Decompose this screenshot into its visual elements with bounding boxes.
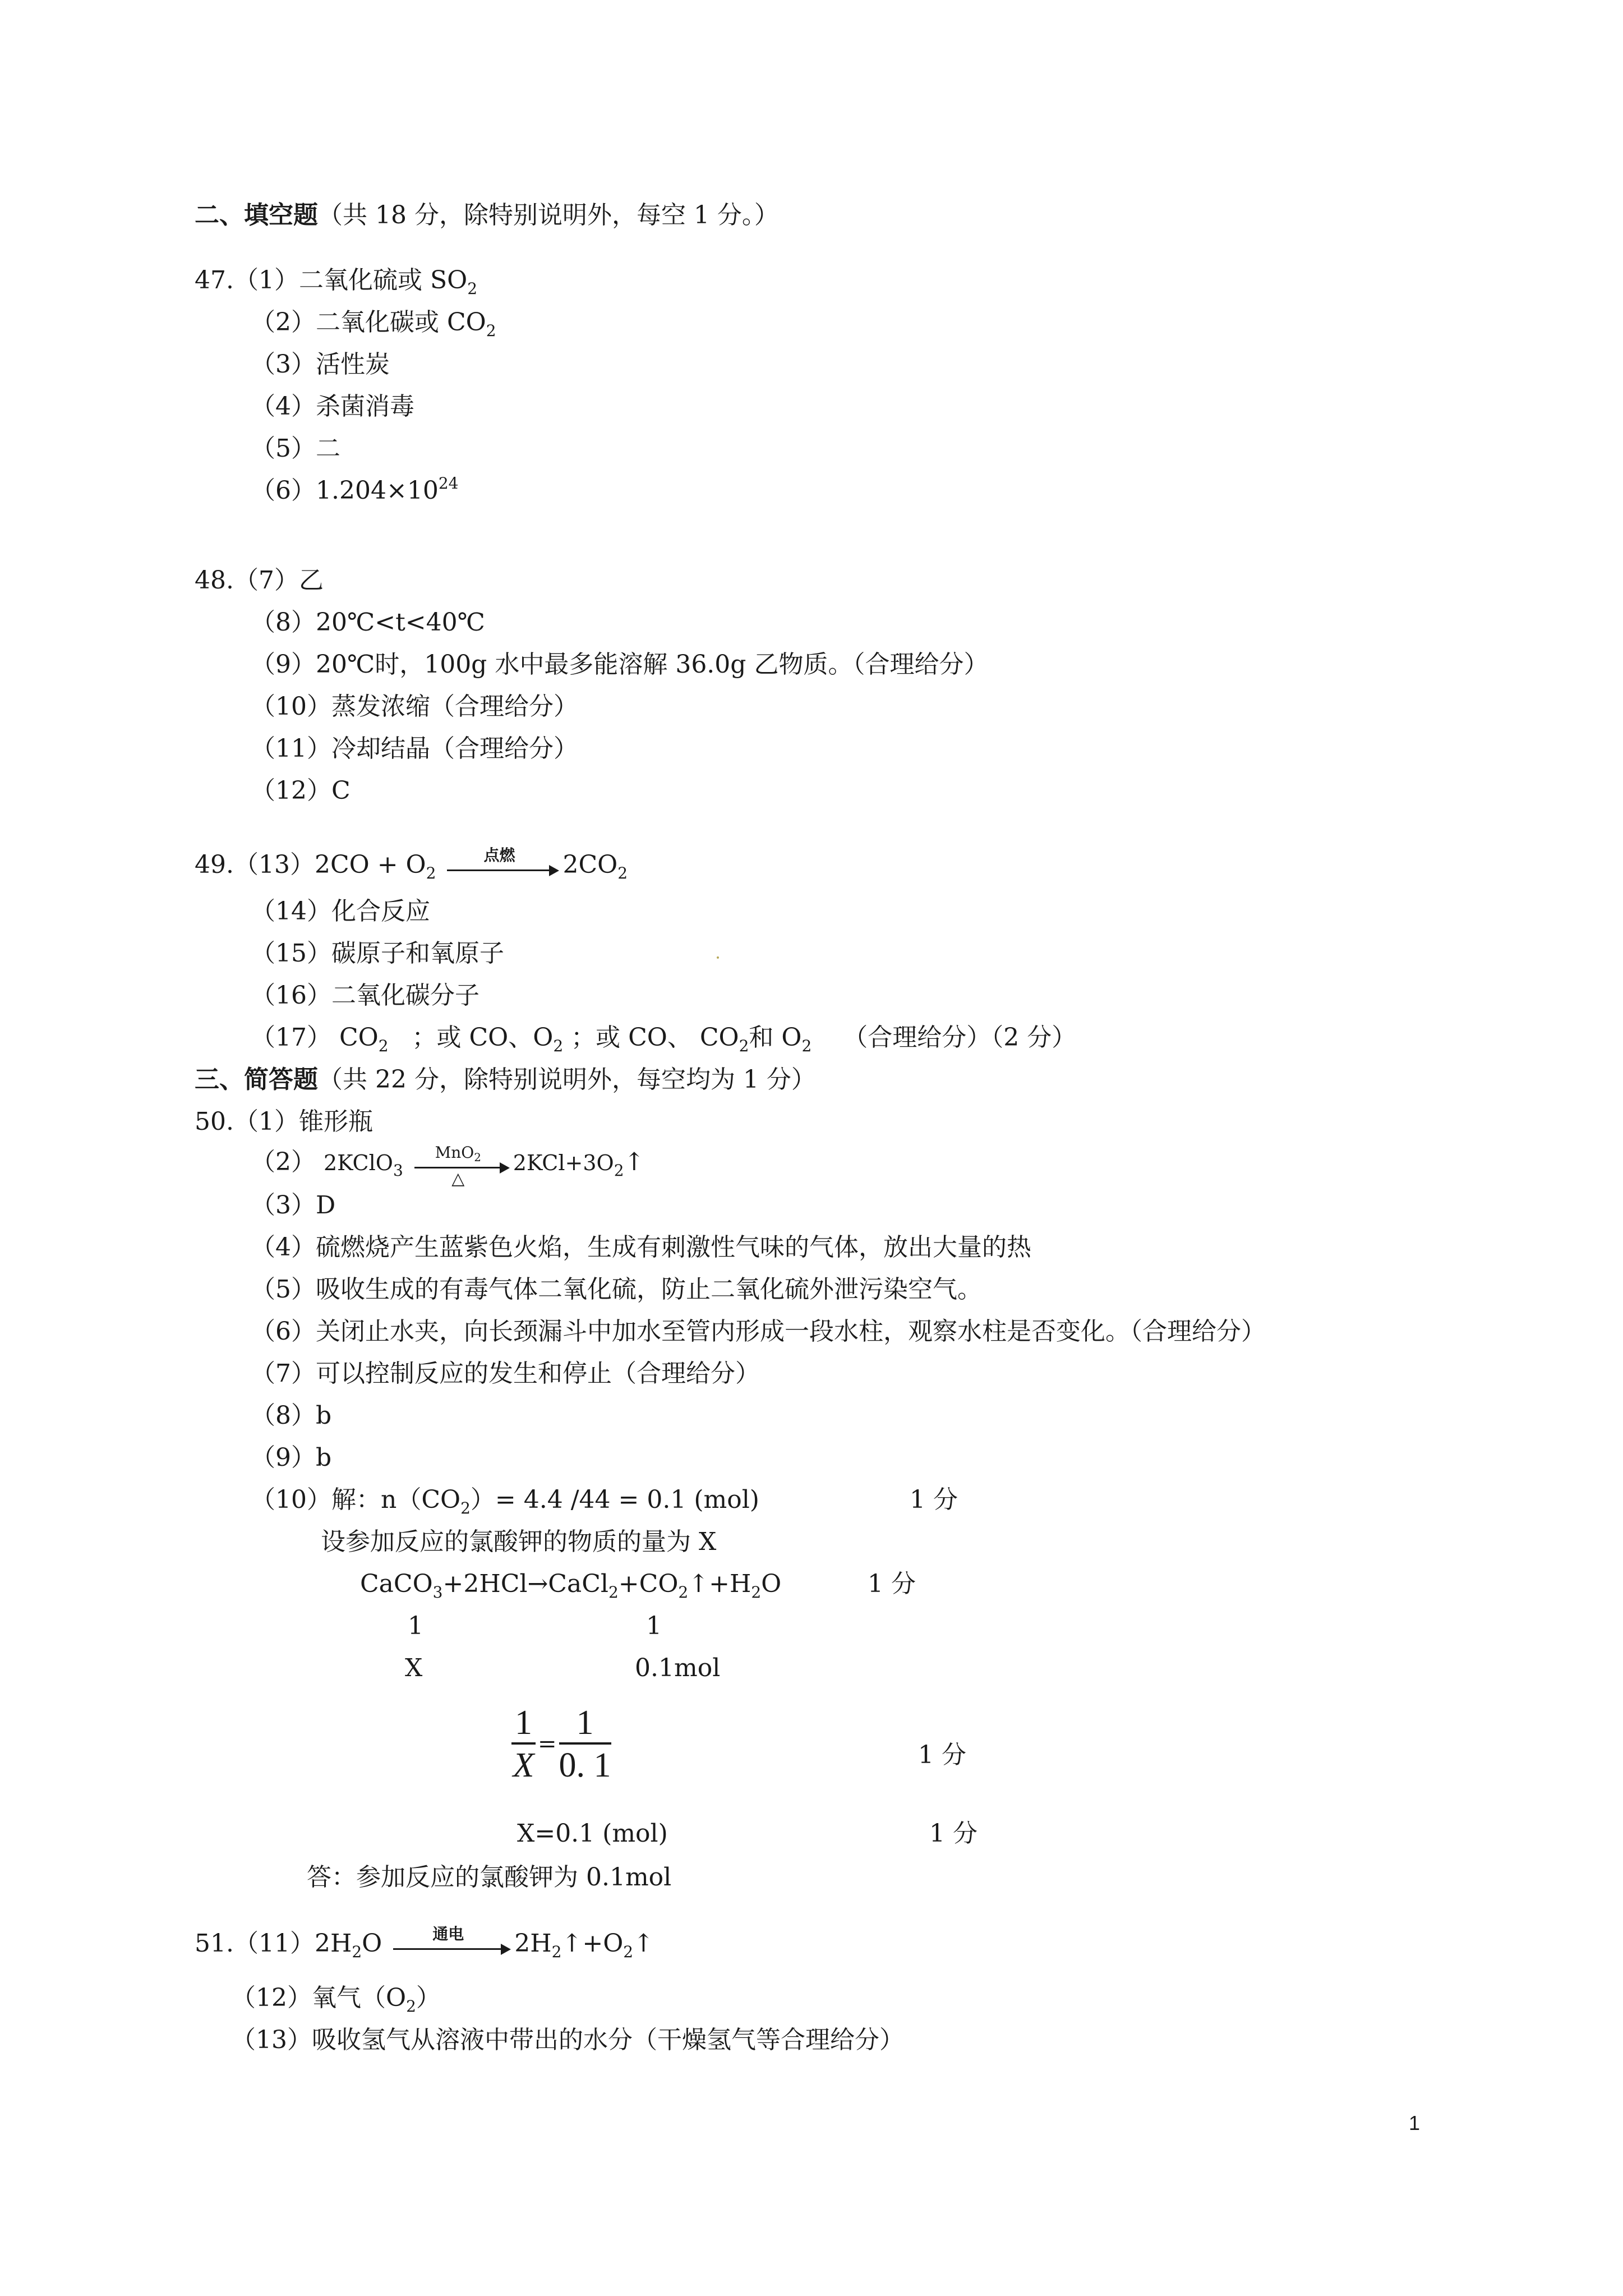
subscript: 2 (553, 1037, 564, 1055)
superscript: 24 (438, 474, 459, 493)
qty-left: X (405, 1654, 423, 1682)
q47-answer-6-line (251, 474, 459, 505)
subscript: 2 (378, 1037, 389, 1055)
q47-line1 (195, 266, 478, 298)
section2-note: （共 18 分，除特别说明外，每空 1 分。） (318, 201, 779, 229)
reaction-arrow (447, 845, 559, 879)
q51-answer-12-line (231, 1984, 441, 2016)
stray-dot (717, 956, 719, 959)
subscript: 2 (406, 1997, 416, 2016)
q47-answer-2-line (251, 308, 496, 340)
equals-sign: = (538, 1731, 557, 1757)
gas-arrow: ↑ (633, 1929, 654, 1958)
reaction-arrow (393, 1924, 511, 1958)
catalyst: MnO (435, 1143, 474, 1162)
q50-answer-9: （9）b (251, 1443, 332, 1472)
q50-answer-1: （1）锥形瓶 (233, 1107, 373, 1136)
q48-answer-10: （10）蒸发浓缩（合理给分） (251, 692, 578, 721)
final-answer: 答：参加反应的氯酸钾为 0.1mol (307, 1863, 672, 1892)
q51-answer-12: （12）氧气（O (231, 1984, 407, 2012)
q48-answer-11: （11）冷却结晶（合理给分） (251, 734, 578, 763)
q48-line1 (195, 568, 324, 593)
q48-number: 48. (195, 566, 234, 595)
fraction-right (559, 1705, 611, 1783)
q51-answer-13: （13）吸收氢气从溶液中带出的水分（干燥氢气等合理给分） (231, 2026, 904, 2054)
denominator: 0. 1 (559, 1746, 611, 1784)
q49-answer-17-note: （合理给分）（2 分） (843, 1023, 1077, 1052)
section3-heading (195, 1065, 816, 1094)
q49-answer-17-alt2: ；或 CO、 CO (571, 1023, 739, 1052)
q51-number: 51. (195, 1929, 234, 1958)
product: 2H (514, 1929, 552, 1958)
subscript: 2 (551, 1943, 562, 1961)
product: 2KCl+3O (513, 1151, 614, 1175)
q50-answer-8: （8）b (251, 1401, 332, 1430)
denominator: X (513, 1746, 534, 1784)
subscript: 2 (801, 1037, 812, 1055)
product: ↑+O (561, 1929, 624, 1958)
subscript: 3 (432, 1583, 443, 1602)
q50-answer-4: （4）硫燃烧产生蓝紫色火焰，生成有刺激性气味的气体，放出大量的热 (251, 1233, 1031, 1262)
numerator: 1 (559, 1705, 611, 1745)
subscript: 3 (393, 1161, 403, 1180)
proportion (511, 1705, 611, 1783)
q50-answer-10-line (251, 1485, 759, 1517)
q50-answer-7: （7）可以控制反应的发生和停止（合理给分） (251, 1359, 760, 1388)
eq-part: +2HCl→CaCl (442, 1570, 608, 1598)
section2-title: 二、填空题 (195, 201, 318, 229)
reaction-arrow (414, 1143, 510, 1189)
q51-line1 (195, 1924, 654, 1961)
score-4: 1 分 (929, 1819, 978, 1848)
q47-answer-3: （3）活性炭 (251, 350, 390, 379)
subscript: 2 (617, 864, 628, 882)
q48-answer-9: （9）20℃时，100g 水中最多能溶解 36.0g 乙物质。（合理给分） (251, 650, 989, 679)
set-variable-line: 设参加反应的氯酸钾的物质的量为 X (321, 1527, 717, 1556)
subscript: 2 (474, 1150, 481, 1164)
q49-answer-17-alt2b: 和 O (749, 1023, 802, 1052)
numerator: 1 (511, 1705, 536, 1745)
page-number: 1 (1409, 2111, 1421, 2134)
subscript: 2 (678, 1583, 689, 1602)
fraction-left (511, 1705, 536, 1783)
reaction-condition: 点燃 (483, 845, 515, 864)
subscript: 2 (623, 1943, 634, 1961)
eq-part: O (761, 1570, 782, 1598)
q50-answer-5: （5）吸收生成的有毒气体二氧化硫，防止二氧化硫外泄污染空气。 (251, 1275, 982, 1304)
q50-answer-10: （10）解：n（CO (251, 1485, 461, 1514)
q50-answer-2-line (251, 1143, 645, 1189)
q49-line1 (195, 845, 628, 882)
reaction-condition: 通电 (432, 1924, 464, 1943)
x-result: X=0.1 (mol) (517, 1819, 668, 1848)
eq-part: CaCO (360, 1570, 433, 1598)
score-1: 1 分 (910, 1485, 958, 1514)
q47-answer-6: （6）1.204×10 (251, 476, 439, 505)
section2-heading (195, 203, 779, 228)
subscript: 2 (614, 1161, 624, 1180)
section3-title: 三、简答题 (195, 1065, 318, 1094)
q50-number: 50. (195, 1107, 234, 1136)
subscript: 2 (352, 1943, 362, 1961)
subscript: 2 (460, 1499, 471, 1517)
score-2: 1 分 (868, 1570, 916, 1598)
section3-note: （共 22 分，除特别说明外，每空均为 1 分） (318, 1065, 816, 1094)
q47-answer-5: （5）二 (251, 434, 340, 463)
q50-answer-2: （2） (251, 1148, 316, 1176)
q47-number: 47. (195, 266, 234, 295)
q49-answer-16: （16）二氧化碳分子 (251, 981, 479, 1010)
subscript: 2 (467, 279, 478, 298)
q47-answer-2: （2）二氧化碳或 CO (251, 308, 486, 337)
q49-number: 49. (195, 850, 234, 879)
subscript: 2 (426, 864, 436, 882)
subscript: 2 (739, 1037, 749, 1055)
q48-answer-7: （7）乙 (233, 566, 324, 595)
q48-answer-12: （12）C (251, 776, 351, 805)
q49-answer-17: （17） CO (251, 1023, 379, 1052)
reactant-part: O (362, 1929, 382, 1958)
q47-answer-4: （4）杀菌消毒 (251, 392, 414, 421)
ratio-right: 1 (646, 1612, 662, 1640)
q49-answer-13: （13）2CO + O (233, 850, 426, 879)
q49-answer-17-alt1: ；或 CO、O (412, 1023, 554, 1052)
gas-arrow: ↑ (624, 1148, 645, 1176)
ratio-left: 1 (408, 1612, 423, 1640)
q49-answer-14: （14）化合反应 (251, 897, 430, 926)
subscript: 2 (486, 321, 496, 340)
subscript: 2 (751, 1583, 762, 1602)
catalyst-label (414, 1143, 502, 1164)
heat-symbol: △ (451, 1168, 465, 1189)
q50-answer-6: （6）关闭止水夹，向长颈漏斗中加水至管内形成一段水柱，观察水柱是否变化。（合理给分） (251, 1317, 1266, 1346)
eq-part: ↑+H (688, 1570, 751, 1598)
q49-answer-17-line (251, 1023, 1077, 1055)
mole-calc: ）= 4.4 /44 = 0.1 (mol) (470, 1485, 759, 1514)
qty-right: 0.1mol (635, 1654, 721, 1682)
q47-answer-1: （1）二氧化硫或 SO (233, 266, 468, 295)
q49-answer-15: （15）碳原子和氧原子 (251, 939, 504, 968)
paren: ） (416, 1984, 441, 2012)
q48-answer-8: （8）20℃<t<40℃ (251, 608, 485, 637)
q50-answer-3: （3）D (251, 1191, 336, 1220)
chemical-equation (360, 1570, 782, 1602)
eq-part: +CO (618, 1570, 679, 1598)
q51-answer-11: （11）2H (233, 1929, 352, 1958)
q49-product: 2CO (562, 850, 618, 879)
q50-line1 (195, 1107, 373, 1136)
subscript: 2 (608, 1583, 619, 1602)
score-3: 1 分 (918, 1741, 966, 1769)
reactant: 2KClO (324, 1151, 393, 1175)
